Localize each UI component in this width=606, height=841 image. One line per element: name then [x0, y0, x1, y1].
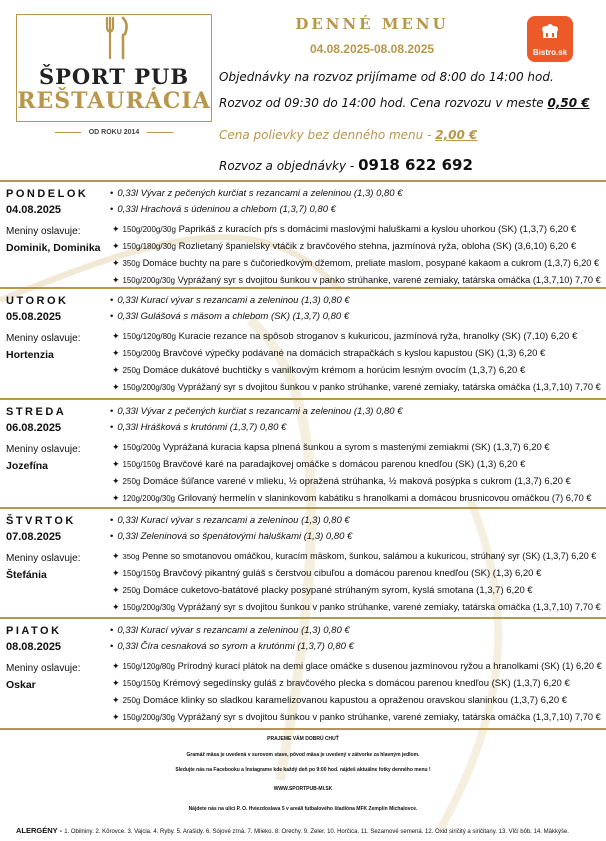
meal-text: Bravčové výpečky podávané na domácich strapačkách s kyslou kapustou (SK) (1,3) 6,20 €: [163, 348, 546, 359]
day-name: STREDA: [6, 406, 67, 418]
meniny-label: Meniny oslavuje:: [6, 226, 81, 237]
meal-text: Paprikáš z kuracích pŕs s domácimi maslovými haluškami a kyslou uhorkou (SK) (1,3,7) 6,20 €: [178, 224, 577, 235]
soup-item: • 0,33l Gulášová s mäsom a chlebom (SK) (1,3,7) 0,80 €: [110, 311, 349, 322]
soup-item: • 0,33l Zeleninová so špenátovými haluškami (1,3) 0,80 €: [110, 531, 352, 542]
day-block: [0, 507, 606, 617]
soup-item: • 0,33l Kurací vývar s rezancami a zeleninou (1,3) 0,80 €: [110, 295, 350, 306]
logo-subtitle: REŠTAURÁCIA: [17, 88, 211, 114]
meal-weight: 250g: [122, 477, 141, 486]
meal-weight: 250g: [122, 696, 141, 705]
phone-line: [219, 156, 473, 174]
day-block: [0, 398, 606, 507]
soup-item: • 0,33l Hrachová s údeninou a chlebom (1,3,7) 0,80 €: [110, 204, 336, 215]
soup-price-text: Cena polievky bez denného menu -: [219, 128, 436, 142]
bistro-chef-icon: [539, 22, 561, 44]
soup-item: • 0,33l Vývar z pečených kurčiat s rezancami a zeleninou (1,3) 0,80 €: [110, 406, 402, 417]
day-date: 08.08.2025: [6, 641, 62, 653]
day-block: [0, 287, 606, 398]
day-date: 05.08.2025: [6, 311, 62, 323]
meal-text: Domáce dukátové buchtičky s vanilkovým krémom a horúcim lesným ovocím (1,3,7) 6,20 €: [142, 365, 526, 376]
soup-item: • 0,33l Kurací vývar s rezancami a zeleninou (1,3) 0,80 €: [110, 515, 350, 526]
day-block: [0, 180, 606, 287]
day-date: 07.08.2025: [6, 531, 62, 543]
meal-weight: 120g/200g/30g: [122, 494, 175, 503]
day-name: ŠTVRTOK: [6, 515, 76, 527]
meal-text: Vyprážaný syr s dvojitou šunkou v panko strúhanke, varené zemiaky, tatárska omáčka (1,3,7,10) 7,70 €: [177, 602, 601, 612]
delivery-text: Rozvoz od 09:30 do 14:00 hod. Cena rozvozu v meste: [219, 96, 548, 110]
day-date: 06.08.2025: [6, 422, 62, 434]
meal-text: Vyprážaná kuracia kapsa plnená šunkou a syrom s mastenými zemiakmi (SK) (1,3,7) 6,20 €: [163, 442, 550, 453]
day-name: UTOROK: [6, 295, 69, 307]
note-meat-origin: Gramáž mäsa je uvedená v surovom stave, pôvod mäsa je uvedený v zátvorke za hlavným jedlom.: [186, 752, 420, 758]
meal-item: [112, 712, 601, 723]
day-name: PIATOK: [6, 625, 62, 637]
meal-weight: 150g/150g: [122, 679, 161, 688]
meal-text: Domáce klinky so sladkou karamelizovanou kapustou a opraženou oravskou slaninkou (1,3,7) 6,20 €: [142, 695, 568, 706]
soup-item: • 0,33l Číra cesnaková so syrom a krutónmi (1,3,7) 0,80 €: [110, 641, 354, 652]
meniny-label: Meniny oslavuje:: [6, 553, 81, 564]
menu-dates: 04.08.2025-08.08.2025: [309, 42, 435, 56]
meal-item: [112, 678, 570, 689]
meal-weight: 150g/200g: [122, 443, 161, 452]
meniny-label: Meniny oslavuje:: [6, 663, 81, 674]
website-link[interactable]: WWW.SPORTPUB-MI.SK: [273, 786, 333, 792]
meal-weight: 350g: [122, 552, 140, 561]
meal-weight: 150g/200g/30g: [122, 225, 176, 234]
meal-text: Vyprážaný syr s dvojitou šunkou v panko strúhanke, varené zemiaky, tatárska omáčka (1,3,7,10) 7,70 €: [177, 712, 601, 722]
soup-item: • 0,33l Kurací vývar s rezancami a zeleninou (1,3) 0,80 €: [110, 625, 350, 636]
meal-weight: 150g/200g/30g: [122, 383, 175, 392]
menu-title: DENNÉ MENU: [295, 15, 449, 33]
meniny-name: Štefánia: [6, 569, 47, 581]
meniny-name: Oskar: [6, 679, 36, 691]
meal-weight: 150g/150g: [122, 460, 161, 469]
meal-text: Bravčový pikantný guláš s čerstvou cibuľou a domácou parenou knedľou (SK) (1,3) 6,20 €: [163, 568, 542, 579]
meal-weight: 150g/120g/80g: [122, 332, 176, 341]
meal-item: [112, 695, 567, 706]
address-text: Nájdete nás na ulici P. O. Hviezdoslava 5 v areáli futbalového štadióna MFK Zemplín Michalovce.: [188, 806, 418, 812]
meal-item: [112, 442, 550, 453]
meniny-name: Dominik, Dominika: [6, 242, 101, 254]
meniny-label: Meniny oslavuje:: [6, 333, 81, 344]
meal-item: [112, 585, 533, 596]
meal-text: Domáce buchty na pare s čučoriedkovým džemom, preliate maslom, posypané kakaom a cukrom (1,3,7) 6,20 €: [142, 258, 600, 268]
meal-weight: 250g: [122, 366, 141, 375]
meal-item: [112, 348, 545, 359]
restaurant-logo: [16, 14, 212, 138]
meal-weight: 150g/150g: [122, 569, 161, 578]
bistro-label: Bistro.sk: [532, 48, 568, 57]
orders-line: Objednávky na rozvoz prijímame od 8:00 do 14:00 hod.: [219, 70, 554, 84]
meal-item: [112, 459, 525, 470]
meal-item: [112, 661, 602, 672]
meal-item: [112, 258, 599, 269]
day-block: [0, 617, 606, 727]
meal-item: [112, 568, 541, 579]
day-name: PONDELOK: [6, 188, 89, 200]
meal-text: Vyprážaný syr s dvojitou šunkou v panko strúhanke, varené zemiaky, tatárska omáčka (1,3,7,10) 7,70 €: [177, 275, 601, 285]
soup-item: • 0,33l Vývar z pečených kurčiat s rezancami a zeleninou (1,3) 0,80 €: [110, 188, 402, 199]
meal-text: Bravčové karé na paradajkovej omáčke s domácou parenou knedľou (SK) (1,3) 6,20 €: [163, 459, 526, 470]
day-separator: [0, 287, 606, 289]
meal-weight: 150g/200g: [122, 349, 161, 358]
meal-item: [112, 602, 601, 613]
allergens-list: 1. Obilniny. 2. Kôrovce. 3. Vajcia. 4. Ryby. 5. Arašidy. 6. Sójové zrná. 7. Mlieko. 8. Orechy. 9. Zeler. 10. Horčica. 11. Sezamové semená. 12. Oxid siričitý a siričitany. 13. Vlčí bôb. 14. Mäkkýše.: [64, 829, 569, 835]
delivery-line: [219, 96, 590, 110]
day-separator: [0, 398, 606, 400]
day-separator: [0, 617, 606, 619]
meal-weight: 350g: [122, 259, 141, 268]
meal-text: Grilovaný hermelín v slaninkovom kabátiku s hranolkami a domácou brusnicovou omáčkou (7) 6,70 €: [177, 493, 592, 503]
day-date: 04.08.2025: [6, 204, 62, 216]
day-separator: [0, 180, 606, 182]
meal-text: Domáce šúľance varené v mlieku, ½ opražená strúhanka, ½ maková posýpka s cukrom (1,3,7) 6,20 €: [142, 476, 571, 487]
meal-text: Vyprážaný syr s dvojitou šunkou v panko strúhanke, varené zemiaky, tatárska omáčka (1,3,7,10) 7,70 €: [177, 382, 601, 392]
meal-item: [112, 331, 577, 342]
delivery-price: 0,50 €: [547, 96, 590, 110]
allergens-label: ALERGÉNY -: [16, 826, 65, 835]
meniny-name: Hortenzia: [6, 349, 54, 361]
meniny-label: Meniny oslavuje:: [6, 444, 81, 455]
meal-item: [112, 275, 601, 286]
meal-text: Penne so smotanovou omáčkou, kuracím mäskom, šunkou, salámou a kukuricou, strúhaný syr (SK) (1,3,7) 6,20 €: [142, 551, 597, 561]
wish-text: PRAJEME VÁM DOBRÚ CHUŤ: [267, 736, 339, 742]
meal-text: Prírodný kurací plátok na demi glace omáčke s dusenou jazmínovou ryžou a hranolkami (SK) (1) 6,20 €: [177, 661, 602, 671]
bistro-badge[interactable]: [527, 16, 573, 62]
meal-text: Kuracie rezance na spôsob stroganov s kukuricou, jazmínová ryža, hranolky (SK) (7,10) 6,20 €: [178, 331, 578, 342]
allergens-line: [16, 826, 569, 835]
meal-weight: 250g: [122, 586, 141, 595]
soup-price: 2,00 €: [435, 128, 478, 142]
meal-weight: 150g/180g/30g: [122, 242, 176, 251]
soup-item: • 0,33l Hrášková s krutónmi (1,3,7) 0,80 €: [110, 422, 286, 433]
logo-name: ŠPORT PUB: [38, 64, 190, 89]
meal-weight: 150g/200g/30g: [122, 713, 175, 722]
meal-item: [112, 493, 591, 504]
meal-weight: 150g/200g/30g: [122, 276, 175, 285]
day-separator: [0, 507, 606, 509]
cutlery-icon: [102, 16, 132, 60]
meal-weight: 150g/120g/80g: [122, 662, 175, 671]
meal-item: [112, 241, 576, 252]
meal-weight: 150g/200g/30g: [122, 603, 175, 612]
meniny-name: Jozefína: [6, 460, 49, 472]
phone-text: Rozvoz a objednávky -: [219, 159, 359, 173]
meal-text: Rozlietaný španielsky vtáčik z bravčového stehna, jazmínová ryža, obloha (SK) (3,6,10) 6,20 €: [178, 241, 577, 252]
meal-item: [112, 365, 525, 376]
meal-text: Krémový segedínsky guláš z bravčového plecka s domácou parenou knedľou (SK) (1,3,7) 6,20 €: [163, 678, 570, 689]
phone-number[interactable]: 0918 622 692: [358, 156, 473, 174]
meal-item: [112, 382, 601, 393]
logo-since: OD ROKU 2014: [16, 129, 212, 136]
meal-item: [112, 476, 571, 487]
meal-text: Domáce cuketovo-batátové placky posypané strúhaným syrom, kyslá smotana (1,3,7) 6,20 €: [142, 585, 533, 596]
note-social: Sledujte nás na Facebooku a Instagrame kde každý deň po 9:00 hod. nájdeš aktuálne fotky denného menu !: [175, 767, 431, 773]
soup-price-line: [219, 128, 477, 142]
meal-item: [112, 551, 596, 562]
footer-separator: [0, 728, 606, 730]
meal-item: [112, 224, 576, 235]
